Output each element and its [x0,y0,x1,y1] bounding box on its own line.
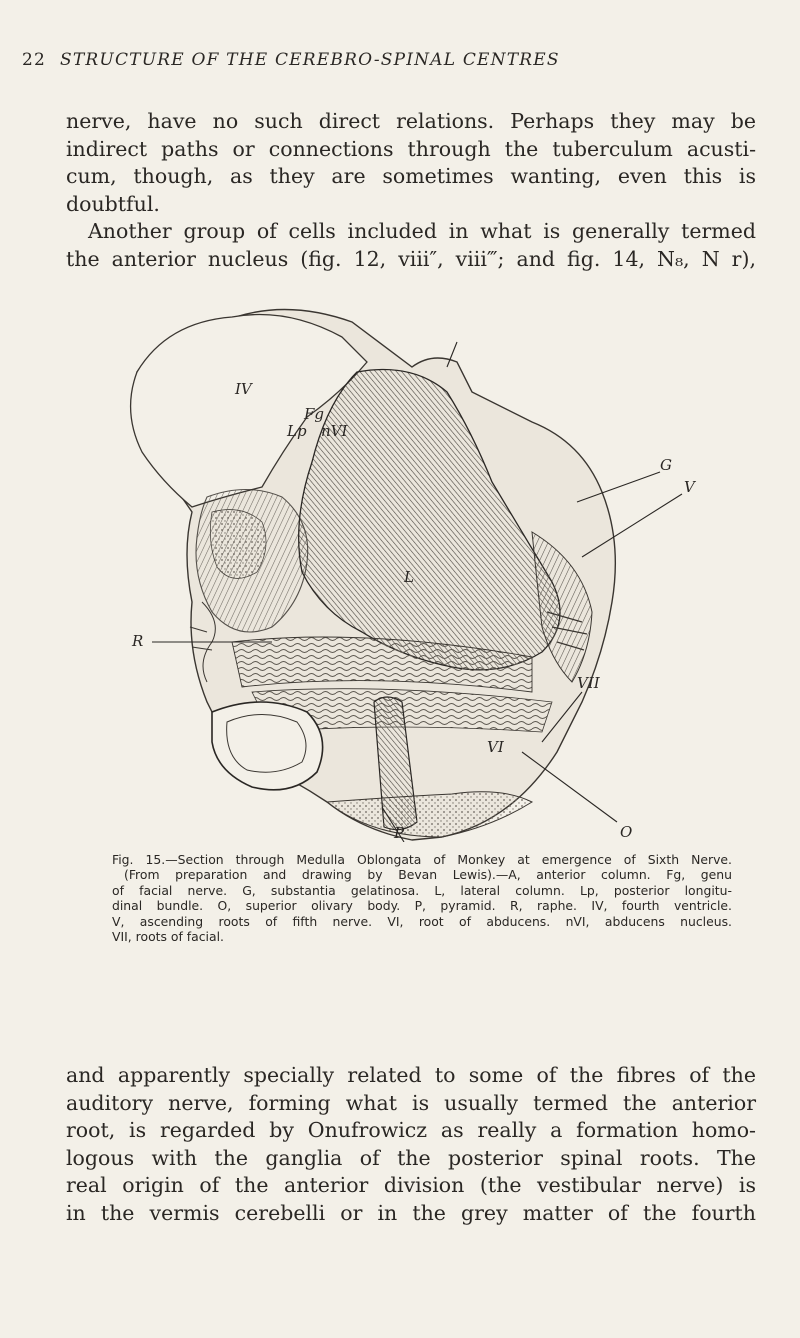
label-vii: VII [577,674,600,692]
label-r: R [132,632,144,650]
text-line: the anterior nucleus (fig. 12, viii″, viii‴; and fig. 14, N₈, N r), [66,246,756,271]
caption-line: V, ascending roots of fifth nerve. VI, root of abducens. nVI, abducens nucleus. [112,913,732,929]
text-line: cum, though, as they are sometimes wanting, even this is [66,164,756,188]
text-line: real origin of the anterior division (the vestibular nerve) is [66,1173,756,1197]
label-fg: Fg [304,405,325,423]
text-line: and apparently specially related to some of the fibres of the [66,1063,756,1087]
running-title: STRUCTURE OF THE CEREBRO-SPINAL CENTRES [60,50,560,70]
figure-caption [112,852,732,944]
label-vi: VI [487,738,504,756]
caption-line: of facial nerve. G, substantia gelatinosa. L, lateral column. Lp, posterior longitu- [112,882,732,898]
caption-line: Fig. 15.—Section through Medulla Oblongata of Monkey at emergence of Sixth Nerve. [112,852,732,867]
label-o: O [620,823,633,841]
medulla-section-figure [112,282,752,842]
text-line: root, is regarded by Onufrowicz as really a formation homo- [66,1118,756,1142]
text-line: logous with the ganglia of the posterior spinal roots. The [66,1145,756,1170]
label-v: V [684,478,695,496]
paragraph-bottom [66,1062,756,1227]
label-nvi: nVI [321,422,348,440]
page-number: 22 [22,50,47,70]
medulla-section-illustration [112,282,752,842]
text-line: doubtful. [66,191,160,216]
text-line: in the vermis cerebelli or in the grey matter of the fourth [66,1200,756,1225]
label-iv: IV [235,380,252,398]
caption-line: (From preparation and drawing by Bevan Lewis).—A, anterior column. Fg, genu [124,867,732,883]
running-header [22,50,782,70]
text-line: auditory nerve, forming what is usually termed the anterior [66,1090,756,1115]
text-line: indirect paths or connections through the tuberculum acusti- [66,136,756,161]
text-line: Another group of cells included in what is generally termed [88,219,756,243]
label-lp: Lp [287,422,307,440]
label-l: L [404,568,414,586]
paragraph-top [66,108,756,273]
caption-line: dinal bundle. O, superior olivary body. P, pyramid. R, raphe. IV, fourth ventricle. [112,898,732,914]
label-g: G [660,456,672,474]
caption-line: VII, roots of facial. [112,929,224,945]
text-line: nerve, have no such direct relations. Perhaps they may be [66,109,756,133]
label-p: P [394,824,405,842]
